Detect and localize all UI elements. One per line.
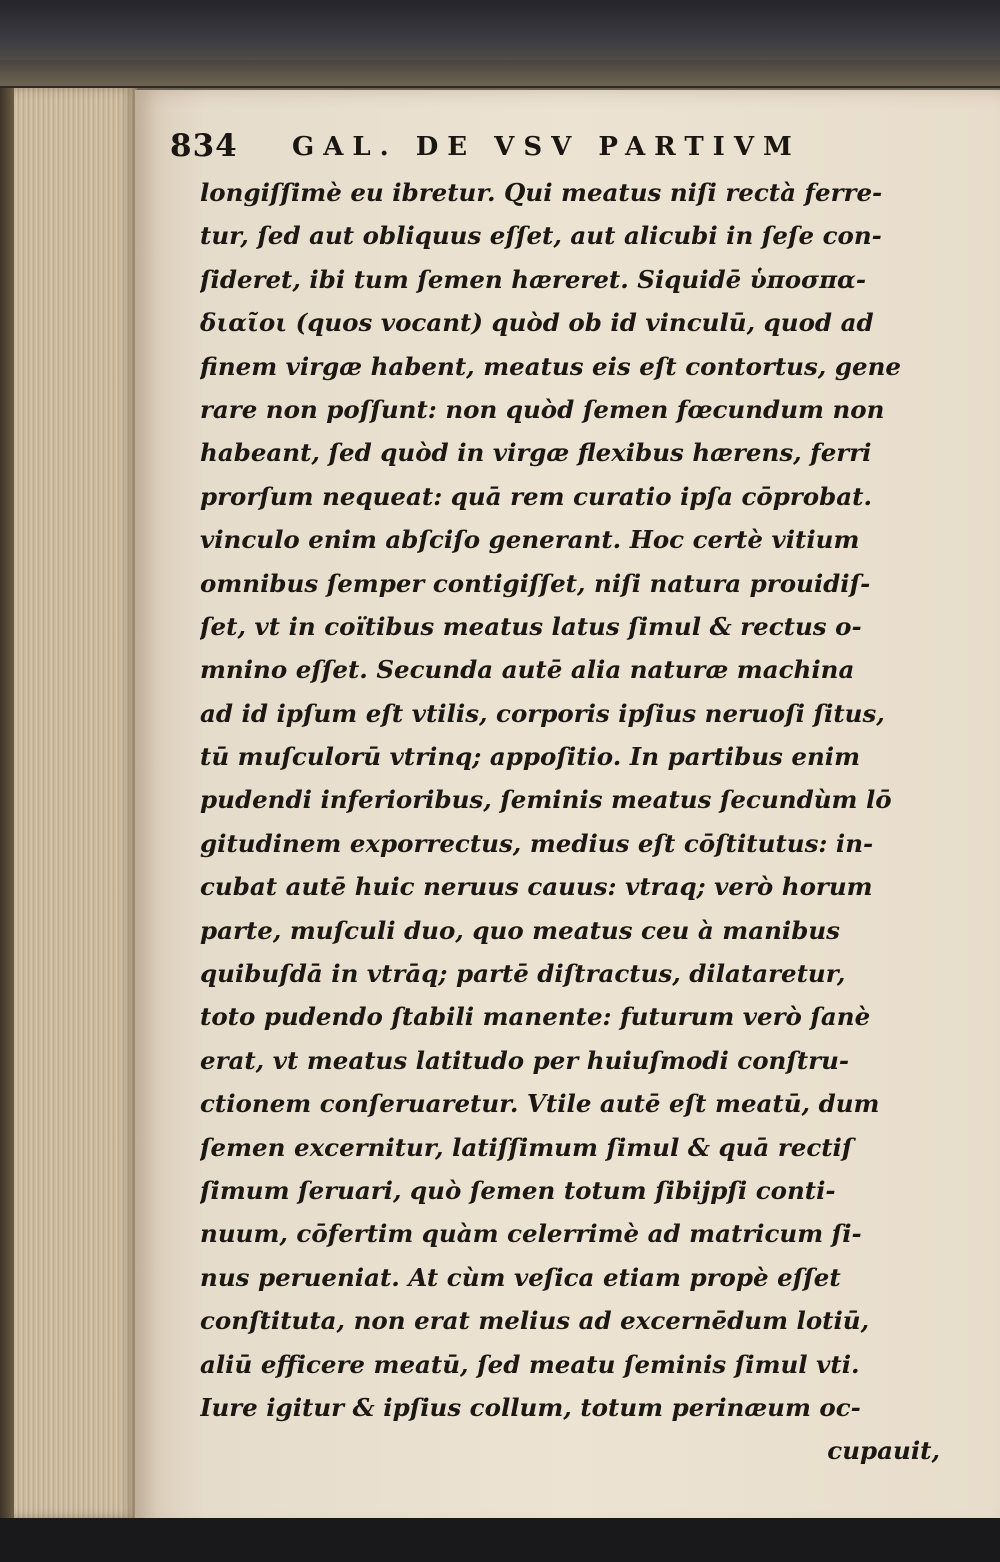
text-line: finem virgæ habent, meatus eis eſt contortus, gene	[200, 351, 901, 381]
text-line: vinculo enim abſciſo generant. Hoc certè vitium	[200, 525, 860, 555]
text-line: mnino eſſet. Secunda autē alia naturæ machina	[200, 655, 855, 685]
text-line: erat, vt meatus latitudo per huiuſmodi conſtru-	[200, 1045, 850, 1075]
text-line: aliū efficere meatū, ſed meatu ſeminis ſimul vti.	[200, 1349, 860, 1379]
running-head: GAL. DE VSV PARTIVM	[292, 132, 801, 162]
catchword: cupauit,	[827, 1436, 940, 1466]
text-line: gitudinem exporrectus, medius eſt cōſtitutus: in-	[200, 828, 874, 858]
text-line: habeant, ſed quòd in virgæ flexibus hærens, ferri	[200, 438, 872, 468]
text-line: omnibus ſemper contigiſſet, niſi natura prouidiſ-	[200, 568, 871, 598]
text-line: ſemen excernitur, latiſſimum ſimul & quā rectiſ	[200, 1132, 853, 1162]
text-line: toto pudendo ſtabili manente: futurum verò ſanè	[200, 1002, 871, 1032]
text-line: ſet, vt in coïtibus meatus latus ſimul & rectus o-	[200, 611, 862, 641]
text-line: ad id ipſum eſt vtilis, corporis ipſius neruoſi ſitus,	[200, 698, 885, 728]
text-line: rare non poſſunt: non quòd ſemen fœcundum non	[200, 394, 885, 424]
page-number: 834	[170, 128, 238, 164]
text-line: prorſum nequeat: quā rem curatio ipſa cōprobat.	[200, 481, 872, 511]
text-line: conſtituta, non erat melius ad excernēdum lotiū,	[200, 1306, 870, 1336]
text-line: ctionem conſeruaretur. Vtile autē eſt meatū, dum	[200, 1089, 880, 1119]
text-line: longiſſimè eu ibretur. Qui meatus niſi rectà ferre-	[200, 178, 883, 207]
text-line: nuum, cōfertim quàm celerrimè ad matricum ſi-	[200, 1219, 862, 1249]
text-line: pudendi inferioribus, ſeminis meatus ſecundùm lō	[200, 785, 892, 815]
binding-edge	[0, 60, 1000, 88]
text-line: tū muſculorū vtrinq; appoſitio. In partibus enim	[200, 742, 861, 772]
text-line: nus perueniat. At cùm veſica etiam propè eſſet	[200, 1262, 841, 1292]
text-line: tur, ſed aut obliquus eſſet, aut alicubi in ſeſe con-	[200, 221, 882, 251]
text-line: ſimum ſeruari, quò ſemen totum ſibijpſi conti-	[200, 1175, 836, 1205]
text-line: parte, muſculi duo, quo meatus ceu à manibus	[200, 915, 840, 945]
page-block-edges	[0, 88, 137, 1518]
text-line: διαῖοι (quos vocant) quòd ob id vinculū, quod ad	[200, 308, 874, 338]
text-line: cubat autē huic neruus cauus: vtraq; verò horum	[200, 872, 873, 902]
text-line: quibuſdā in vtrāq; partē diſtractus, dilataretur,	[200, 959, 846, 989]
spine-shadow	[0, 88, 14, 1518]
bottom-shadow	[0, 1518, 1000, 1562]
text-line: Iure igitur & ipſius collum, totum perinæum oc-	[200, 1392, 861, 1422]
text-line: ſideret, ibi tum ſemen hæreret. Siquidē ὑποσπα-	[200, 264, 867, 294]
body-text	[200, 171, 960, 1473]
page-header	[170, 128, 870, 168]
